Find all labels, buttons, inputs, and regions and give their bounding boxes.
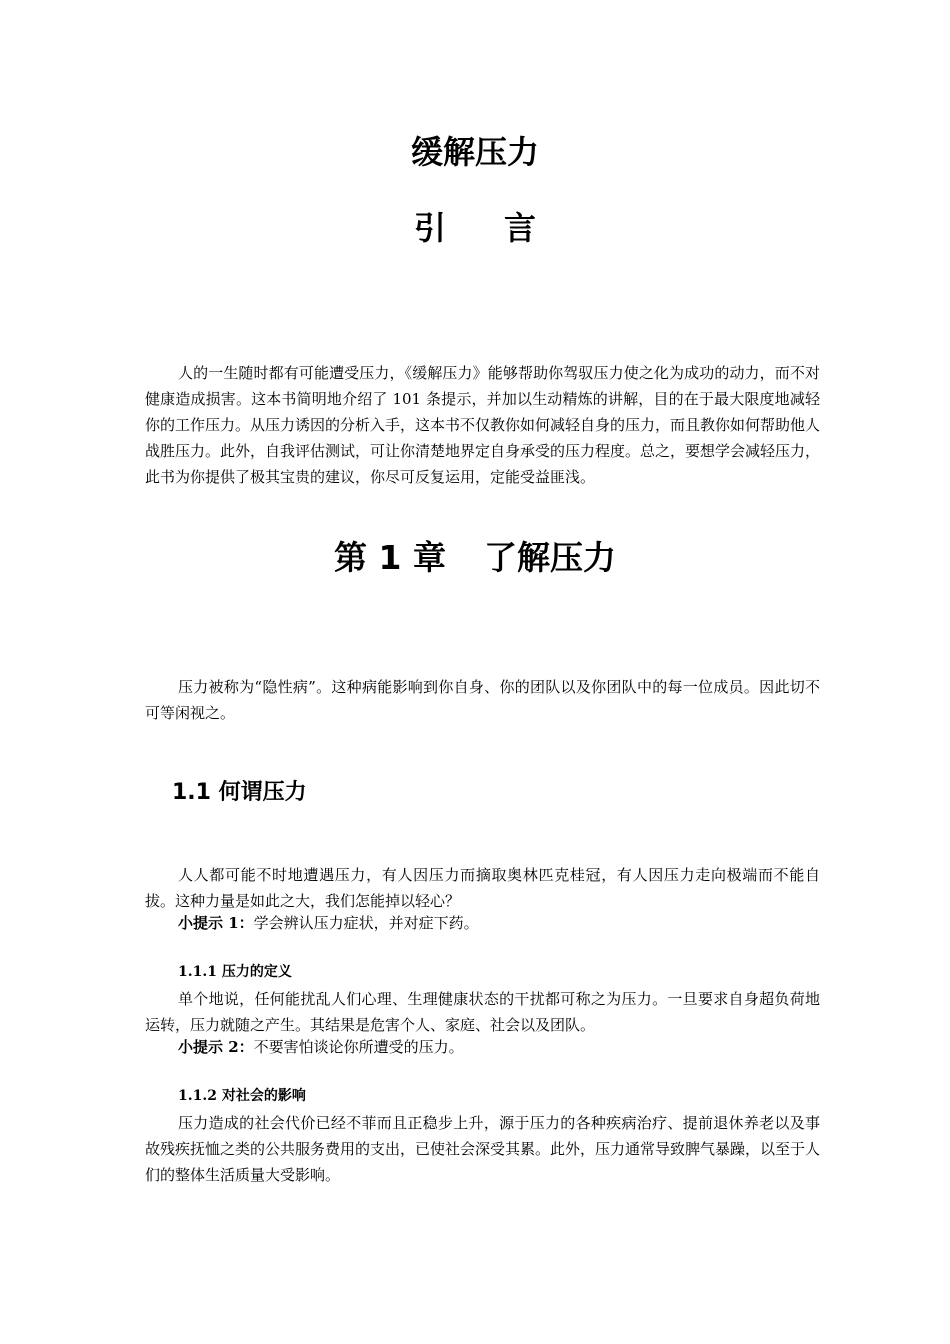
tip-2 bbox=[178, 1034, 818, 1060]
tip-2-text: 不要害怕谈论你所遭受的压力。 bbox=[253, 1038, 464, 1056]
intro-paragraph: 人的一生随时都有可能遭受压力，《缓解压力》能够帮助你驾驭压力使之化为成功的动力，而不对健康造成损害。这本书简明地介绍了 101 条提示，并加以生动精炼的讲解，目的在于最大限度地减轻你的工作压力。从压力诱因的分析入手，这本书不仅教你如何减轻自身的压力，而且教你如何帮助他人战胜压力。此外，自我评估测试，可让你清楚地界定自身承受的压力程度。总之，要想学会减轻压力，此书为你提供了极其宝贵的建议，你尽可反复运用，定能受益匪浅。 bbox=[145, 364, 821, 486]
tip-1-label: 小提示 1： bbox=[178, 914, 254, 932]
section-heading-1-1: 1.1 何谓压力 bbox=[172, 780, 307, 805]
tip-2-label: 小提示 2： bbox=[178, 1038, 254, 1056]
section-heading-1-1-1: 1.1.1 压力的定义 bbox=[178, 964, 292, 980]
section-heading-1-1-2: 1.1.2 对社会的影响 bbox=[178, 1088, 306, 1104]
chapter-title: 了解压力 bbox=[483, 538, 616, 577]
section-1-1-1-paragraph: 单个地说，任何能扰乱人们心理、生理健康状态的干扰都可称之为压力。一旦要求自身超负荷地运转，压力就随之产生。其结果是危害个人、家庭、社会以及团队。 bbox=[145, 990, 820, 1034]
document-title: 缓解压力 bbox=[410, 133, 539, 171]
chapter-paragraph: 压力被称为“隐性病”。这种病能影响到你自身、你的团队以及你团队中的每一位成员。因此切不可等闲视之。 bbox=[145, 678, 820, 722]
section-1-1-paragraph: 人人都可能不时地遭遇压力，有人因压力而摘取奥林匹克桂冠，有人因压力走向极端而不能自拔。这种力量是如此之大，我们怎能掉以轻心？ bbox=[145, 866, 820, 910]
section-1-1-2-paragraph: 压力造成的社会代价已经不菲而且正稳步上升，源于压力的各种疾病治疗、提前退休养老以及事故残疾抚恤之类的公共服务费用的支出，已使社会深受其累。此外，压力通常导致脾气暴躁，以至于人们的整体生活质量大受影响。 bbox=[145, 1114, 821, 1184]
tip-1 bbox=[178, 910, 818, 936]
chapter-number: 第 1 章 bbox=[334, 538, 446, 577]
intro-heading: 引言 bbox=[413, 209, 594, 247]
chapter-heading bbox=[0, 534, 950, 582]
tip-1-text: 学会辨认压力症状，并对症下药。 bbox=[253, 914, 479, 932]
